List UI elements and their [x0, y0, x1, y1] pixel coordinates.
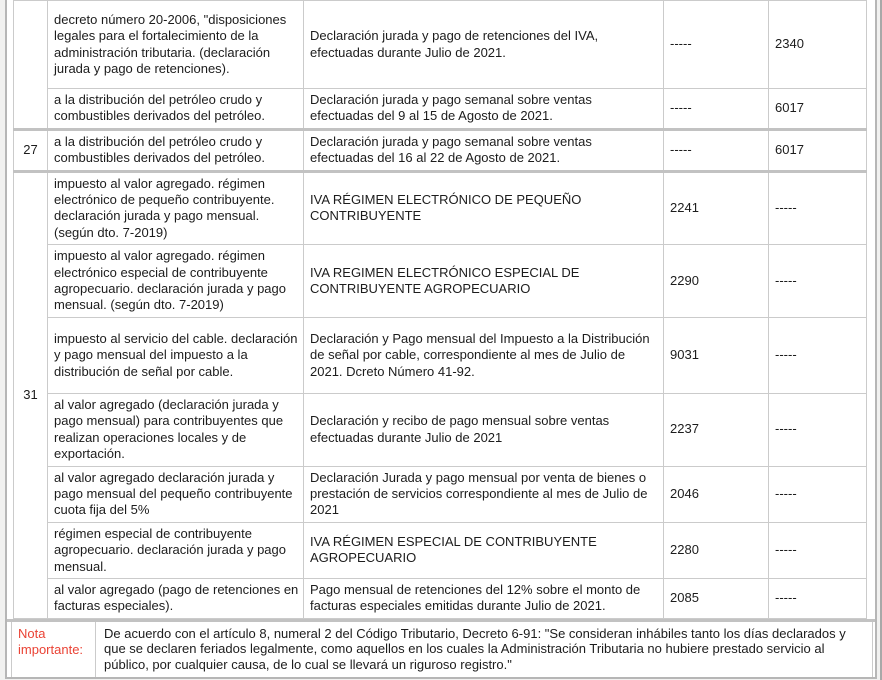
description-cell: a la distribución del petróleo crudo y combustibles derivados del petróleo. [48, 129, 304, 171]
obligations-table-region [7, 0, 875, 619]
form-number-secondary-cell: 2340 [769, 1, 867, 89]
description-cell: impuesto al servicio del cable. declaración y pago mensual del impuesto a la distribución de señal por cable. [48, 317, 304, 393]
form-number-primary-cell: 2046 [664, 466, 769, 522]
description-cell: al valor agregado declaración jurada y pago mensual del pequeño contribuyente cuota fija del 5% [48, 466, 304, 522]
table-row [14, 1, 867, 89]
declaration-cell: Declaración Jurada y pago mensual por venta de bienes o prestación de servicios correspondiente al mes de Julio de 2021 [304, 466, 664, 522]
tax-calendar-document [5, 0, 877, 679]
form-number-secondary-cell: 6017 [769, 89, 867, 130]
declaration-cell: Pago mensual de retenciones del 12% sobre el monto de facturas especiales emitidas durante Julio de 2021. [304, 578, 664, 618]
declaration-cell: IVA REGIMEN ELECTRÓNICO ESPECIAL DE CONTRIBUYENTE AGROPECUARIO [304, 245, 664, 318]
form-number-primary-cell: ----- [664, 89, 769, 130]
note-text: De acuerdo con el artículo 8, numeral 2 del Código Tributario, Decreto 6-91: "Se consideran inhábiles tanto los días declarados y que se declaren feriados legalmente, como aquellos en los cuales la Administración Tributaria no hubiere prestado servicio al público, por cualquier causa, de lo cual se llevará un riguroso registro." [96, 622, 873, 677]
table-row [14, 171, 867, 245]
day-cell: 27 [14, 129, 48, 171]
note-label: Nota importante: [11, 622, 96, 677]
form-number-secondary-cell: ----- [769, 245, 867, 318]
declaration-cell: IVA RÉGIMEN ESPECIAL DE CONTRIBUYENTE AGROPECUARIO [304, 522, 664, 578]
table-row [14, 466, 867, 522]
important-note-row [7, 619, 875, 677]
form-number-primary-cell: 2290 [664, 245, 769, 318]
description-cell: al valor agregado (pago de retenciones en facturas especiales). [48, 578, 304, 618]
description-cell: decreto número 20-2006, "disposiciones legales para el fortalecimiento de la administración tributaria. (declaración jurada y pago de retenciones). [48, 1, 304, 89]
declaration-cell: Declaración y Pago mensual del Impuesto a la Distribución de señal por cable, correspondiente al mes de Julio de 2021. Dcreto Número 41-92. [304, 317, 664, 393]
description-cell: impuesto al valor agregado. régimen electrónico especial de contribuyente agropecuario. declaración jurada y pago mensual. (según dto. 7-2019) [48, 245, 304, 318]
form-number-primary-cell: ----- [664, 129, 769, 171]
form-number-secondary-cell: ----- [769, 393, 867, 466]
description-cell: impuesto al valor agregado. régimen electrónico de pequeño contribuyente. declaración jurada y pago mensual. (según dto. 7-2019) [48, 171, 304, 245]
table-row [14, 393, 867, 466]
form-number-secondary-cell: 6017 [769, 129, 867, 171]
form-number-primary-cell: 2280 [664, 522, 769, 578]
table-row [14, 522, 867, 578]
table-row [14, 578, 867, 618]
obligations-table [13, 0, 867, 619]
declaration-cell: Declaración jurada y pago de retenciones del IVA, efectuadas durante Julio de 2021. [304, 1, 664, 89]
table-row [14, 245, 867, 318]
day-cell: 31 [14, 171, 48, 618]
description-cell: régimen especial de contribuyente agropecuario. declaración jurada y pago mensual. [48, 522, 304, 578]
table-row [14, 129, 867, 171]
declaration-cell: IVA RÉGIMEN ELECTRÓNICO DE PEQUEÑO CONTRIBUYENTE [304, 171, 664, 245]
table-row [14, 89, 867, 130]
form-number-primary-cell: 2241 [664, 171, 769, 245]
form-number-secondary-cell: ----- [769, 171, 867, 245]
form-number-primary-cell: 9031 [664, 317, 769, 393]
form-number-secondary-cell: ----- [769, 317, 867, 393]
declaration-cell: Declaración y recibo de pago mensual sobre ventas efectuadas durante Julio de 2021 [304, 393, 664, 466]
form-number-primary-cell: 2237 [664, 393, 769, 466]
declaration-cell: Declaración jurada y pago semanal sobre ventas efectuadas del 9 al 15 de Agosto de 2021. [304, 89, 664, 130]
form-number-primary-cell: 2085 [664, 578, 769, 618]
day-cell [14, 1, 48, 130]
description-cell: al valor agregado (declaración jurada y pago mensual) para contribuyentes que realizan operaciones locales y de exportación. [48, 393, 304, 466]
form-number-secondary-cell: ----- [769, 466, 867, 522]
form-number-primary-cell: ----- [664, 1, 769, 89]
description-cell: a la distribución del petróleo crudo y combustibles derivados del petróleo. [48, 89, 304, 130]
form-number-secondary-cell: ----- [769, 522, 867, 578]
form-number-secondary-cell: ----- [769, 578, 867, 618]
declaration-cell: Declaración jurada y pago semanal sobre ventas efectuadas del 16 al 22 de Agosto de 2021. [304, 129, 664, 171]
table-row [14, 317, 867, 393]
